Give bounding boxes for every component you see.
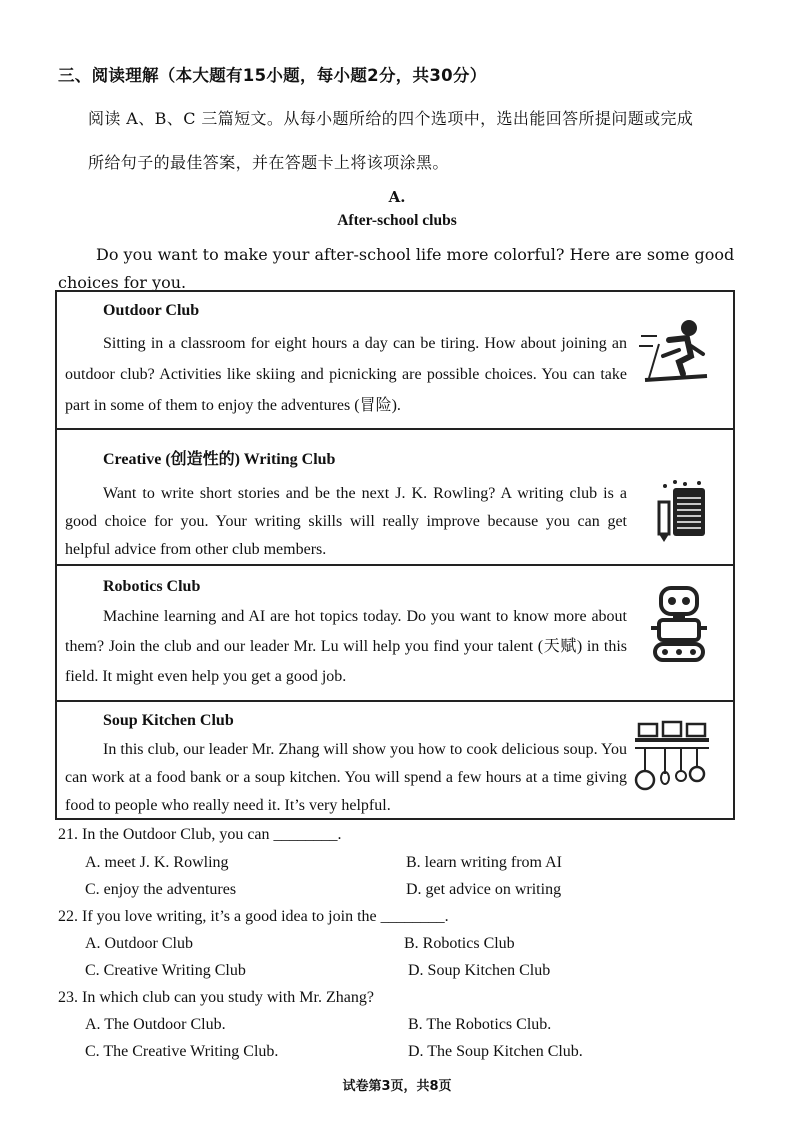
option-21-a[interactable]: A. meet J. K. Rowling <box>85 854 229 871</box>
option-22-c[interactable]: C. Creative Writing Club <box>85 962 246 979</box>
club-box-robotics <box>55 564 735 702</box>
passage-label: A. <box>388 188 406 206</box>
option-22-b[interactable]: B. Robotics Club <box>404 935 515 952</box>
club-text: Sitting in a classroom for eight hours a day can be tiring. How about joining an outdoor club? Activities like skiing and picnicking are possible choices. You can take part in some of them to enjoy the adventures (冒险). <box>65 335 627 414</box>
club-title: Soup Kitchen Club <box>103 712 234 729</box>
club-box-soup-kitchen <box>55 700 735 820</box>
option-23-b[interactable]: B. The Robotics Club. <box>408 1016 552 1033</box>
club-text: Machine learning and AI are hot topics today. Do you want to know more about them? Join the club and our leader Mr. Lu will help you find your talent (天赋) in this field. It might even help you get a good job. <box>65 608 627 685</box>
club-title: Outdoor Club <box>103 302 200 319</box>
option-21-b[interactable]: B. learn writing from AI <box>406 854 562 871</box>
club-text: Want to write short stories and be the next J. K. Rowling? A writing club is a good choice for you. Your writing skills will really improve because you can get helpful advice from other club members. <box>65 485 627 558</box>
notebook-pen-icon <box>655 480 711 544</box>
club-text: In this club, our leader Mr. Zhang will show you how to cook delicious soup. You can work at a food bank or a soup kitchen. You will spend a few hours at a time giving food to people who really need it. It’s very helpful. <box>65 741 627 814</box>
question-22: 22. If you love writing, it’s a good idea to join the ________. <box>58 908 449 925</box>
instructions-line-2: 所给句子的最佳答案，并在答题卡上将该项涂黑。 <box>88 153 449 172</box>
robot-icon <box>647 584 711 664</box>
option-21-d[interactable]: D. get advice on writing <box>406 881 562 898</box>
passage-title: After-school clubs <box>337 212 457 229</box>
option-22-d[interactable]: D. Soup Kitchen Club <box>408 962 551 979</box>
option-21-c[interactable]: C. enjoy the adventures <box>85 881 237 898</box>
club-title: Creative (创造性的) Writing Club <box>103 451 336 468</box>
page-footer: 试卷第3页，共8页 <box>342 1079 452 1094</box>
question-23: 23. In which club can you study with Mr. Zhang? <box>58 989 374 1006</box>
club-title: Robotics Club <box>103 578 201 595</box>
option-22-a[interactable]: A. Outdoor Club <box>85 935 193 952</box>
club-box-writing <box>55 428 735 566</box>
option-23-d[interactable]: D. The Soup Kitchen Club. <box>408 1043 583 1060</box>
instructions-line-1: 阅读 A、B、C 三篇短文。从每小题所给的四个选项中，选出能回答所提问题或完成 <box>88 109 694 128</box>
option-23-a[interactable]: A. The Outdoor Club. <box>85 1016 226 1033</box>
section-title: 三、阅读理解（本大题有15小题，每小题2分，共30分） <box>58 66 487 85</box>
kitchen-pots-icon <box>631 716 711 794</box>
skier-icon <box>639 316 711 390</box>
passage-intro: Do you want to make your after-school life more colorful? Here are some good choices for you. <box>58 245 735 292</box>
question-21: 21. In the Outdoor Club, you can ________. <box>58 826 342 843</box>
club-box-outdoor <box>55 290 735 430</box>
option-23-c[interactable]: C. The Creative Writing Club. <box>85 1043 279 1060</box>
